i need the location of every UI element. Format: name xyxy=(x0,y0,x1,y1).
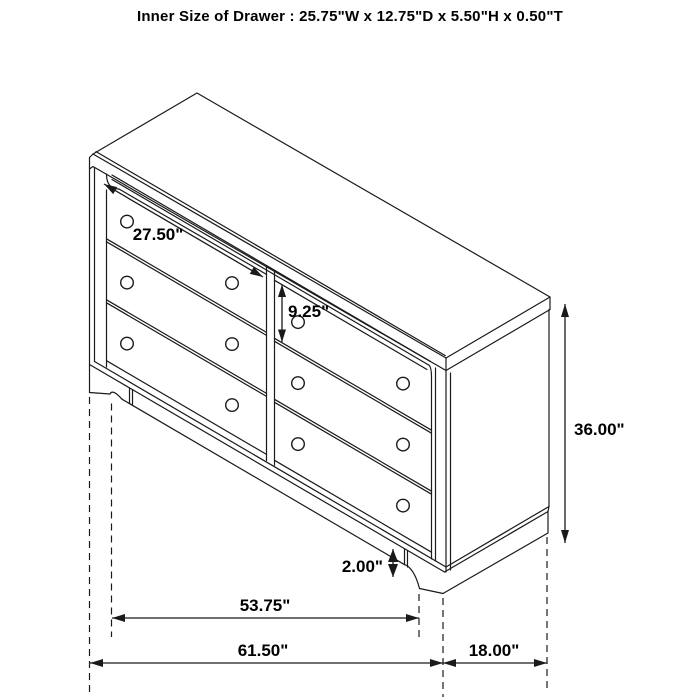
dim-overall-width-label: 61.50" xyxy=(237,641,289,660)
dimension-overall-depth xyxy=(443,641,547,667)
dresser-base xyxy=(90,362,549,594)
diagram-title: Inner Size of Drawer : 25.75"W x 12.75"D x 5.50"H x 0.50"T xyxy=(136,8,564,25)
dimension-drawer-width xyxy=(104,184,263,277)
dresser-right-side xyxy=(446,310,549,568)
dim-overall-depth-label: 18.00" xyxy=(468,641,520,660)
dimension-leg-span xyxy=(112,596,419,622)
dim-leg-span-label: 53.75" xyxy=(239,596,291,615)
dim-drawer-width-label: 27.50" xyxy=(132,225,184,244)
dimension-drawer-height xyxy=(278,285,329,343)
dimension-base-height xyxy=(342,549,398,577)
dimension-overall-width xyxy=(90,641,443,667)
dim-base-height-label: 2.00" xyxy=(341,557,383,576)
dim-drawer-height-label: 9.25" xyxy=(288,302,330,321)
dim-overall-height-label: 36.00" xyxy=(574,420,625,439)
dimension-overall-height xyxy=(561,304,625,543)
